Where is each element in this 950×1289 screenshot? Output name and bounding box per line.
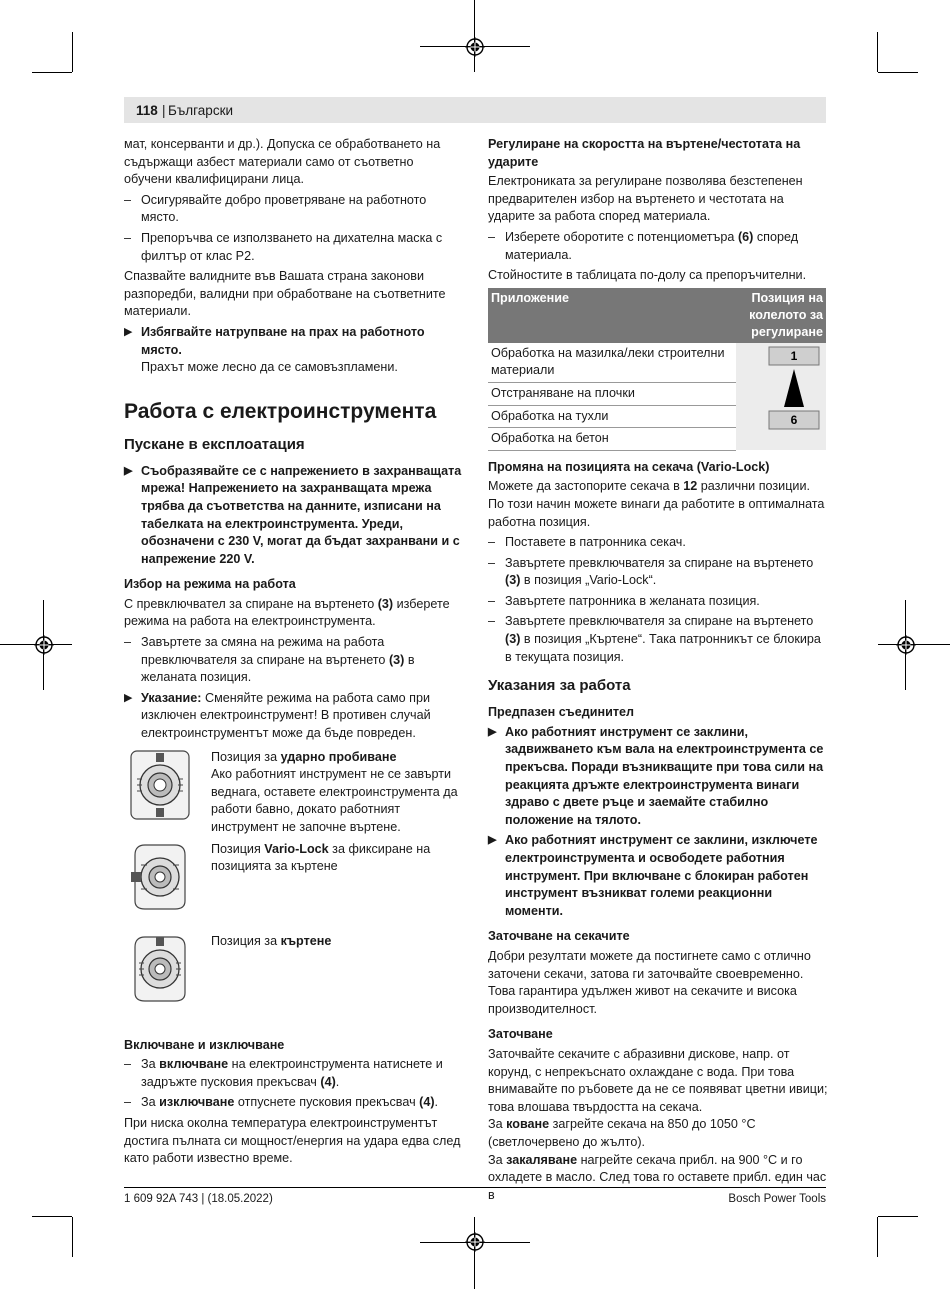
text-span: Позиция — [211, 841, 265, 856]
text-span: в позиция „Къртене“. Така патронникът се блокира в текущата позиция. — [505, 632, 821, 664]
keyword: коване — [506, 1117, 550, 1132]
table-cell: Обработка на мазилка/леки строителни материали — [488, 343, 736, 383]
regulations-paragraph: Спазвайте валидните във Вашата страна законови разпоредби, валидни при обработване на съответните материали. — [124, 269, 446, 319]
ref-number: (3) — [377, 596, 394, 611]
list-item — [488, 229, 828, 264]
topic-heading: Регулиране на скоростта на въртене/честотата на ударите — [488, 137, 801, 169]
section-heading: Работа с електроинструмента — [124, 399, 437, 423]
page-footer — [124, 1187, 826, 1205]
language-label: Български — [168, 103, 234, 118]
mode-name: къртене — [280, 933, 332, 948]
low-temperature-paragraph: При ниска околна температура електроинструментът достига пълната си мощност/енергия на удара едва след като работи известно време. — [124, 1116, 461, 1166]
text-span: За — [488, 1152, 507, 1167]
crop-mark — [878, 1216, 918, 1217]
left-column — [124, 136, 464, 1171]
triangle-bullet-icon: ▶ — [488, 725, 497, 738]
text-span: Поставете в патронника секач. — [505, 535, 686, 550]
list-item — [488, 613, 828, 666]
list-item — [488, 593, 828, 611]
header-separator: | — [162, 103, 166, 118]
warning-bold: Избягвайте натрупване на прах на работното място. — [141, 324, 425, 357]
list-item — [124, 230, 464, 265]
crop-mark — [72, 1217, 73, 1257]
brand-label: Bosch Power Tools — [728, 1193, 826, 1205]
triangle-bullet-icon: ▶ — [124, 691, 133, 704]
ref-number: (3) — [388, 652, 405, 667]
triangle-bullet-icon: ▶ — [124, 325, 133, 338]
warning-bold: Съобразявайте се с напрежението в захранващата мрежа! Напрежението на захранващата мрежа трябва да съответства на данните, изписани на табелката на електроинструмента. Уреди, обозначени с 230 V, могат да бъдат захранвани и с напрежение 220 V. — [141, 463, 462, 566]
list-item — [124, 1094, 464, 1112]
note-label: Указание: — [141, 690, 202, 705]
warning-item — [488, 724, 828, 830]
mode-chiselling — [124, 933, 464, 1029]
text-span: в позиция „Vario-Lock“. — [520, 573, 657, 588]
crop-mark — [474, 1217, 475, 1289]
keyword: включване — [159, 1057, 229, 1072]
vario-lock-mode-icon — [129, 841, 191, 913]
note-item — [124, 690, 464, 743]
mode-description — [211, 933, 466, 951]
warning-bold: Ако работният инструмент се заклини, изключете електроинструмента и освободете работния инструмент. При включване с блокиран работен инструмент възникват големи реакционни моменти. — [505, 833, 818, 918]
ref-number: 12 — [683, 479, 698, 494]
list-item — [124, 192, 464, 227]
mode-description — [211, 749, 466, 837]
crop-mark — [474, 0, 475, 72]
right-column — [488, 136, 828, 1204]
vario-paragraph — [488, 478, 828, 531]
crop-mark — [877, 32, 878, 72]
text-span: За — [141, 1095, 160, 1110]
document-number: 1 609 92A 743 | (18.05.2022) — [124, 1193, 273, 1205]
crop-mark — [72, 32, 73, 72]
text-span: за фиксиране на позицията за къртене — [211, 841, 431, 874]
mode-vario-lock — [124, 841, 464, 933]
mode-name: Vario-Lock — [264, 841, 329, 856]
text-span: според материала. — [505, 229, 799, 262]
mode-name: ударно пробиване — [280, 749, 397, 764]
text-span: С превключвател за спиране на въртенето — [124, 596, 378, 611]
text-span: различни позиции. По този начин можете винаги да работите в оптималната работна позиция. — [488, 479, 825, 529]
table-cell: Обработка на тухли — [488, 405, 736, 428]
topic-heading: Включване и изключване — [124, 1037, 285, 1052]
table-header-row — [488, 288, 826, 343]
text-span: Можете да застопорите секача в — [488, 479, 684, 494]
chisel-mode-icon — [129, 933, 191, 1005]
ref-number: (3) — [505, 573, 521, 588]
hammer-drill-mode-icon — [129, 749, 191, 821]
page-number: 118 — [136, 103, 158, 118]
table-cell: Отстраняване на плочки — [488, 382, 736, 405]
ref-number: (3) — [505, 632, 521, 647]
text-span: Завъртете превключвателя за спиране на въртенето — [505, 614, 814, 629]
ref-number: (4) — [419, 1095, 435, 1110]
keyword: изключване — [159, 1095, 235, 1110]
text-span: За — [141, 1057, 160, 1072]
text-span: Позиция за — [211, 749, 281, 764]
note-text: Сменяйте режима на работа само при изключен електроинструмент! В противен случай електроинструментът може да бъде повреден. — [141, 690, 431, 741]
text-span: загрейте секача на 850 до 1050 °C (светлочервено до жълто). — [488, 1117, 756, 1149]
text-span: За — [488, 1117, 507, 1132]
text-span: Изберете оборотите с потенциометъра — [505, 229, 738, 244]
mode-description — [211, 841, 466, 876]
warning-item — [124, 324, 464, 377]
list-item-text: Осигурявайте добро проветряване на работното място. — [141, 192, 427, 225]
registration-mark-icon — [34, 635, 54, 655]
registration-mark-icon — [896, 635, 916, 655]
mode-hammer-drilling — [124, 749, 464, 841]
crop-mark — [877, 1217, 878, 1257]
speed-wheel-icon — [739, 345, 823, 437]
warning-item — [488, 832, 828, 920]
crop-mark — [878, 72, 918, 73]
list-item — [124, 1056, 464, 1091]
text-span: на електроинструмента натиснете и задръжте пусковия прекъсвач — [141, 1057, 443, 1089]
text-span: Завъртете превключвателя за спиране на въртенето — [505, 555, 814, 570]
topic-heading: Заточване — [488, 1027, 553, 1042]
text-span: . — [434, 1095, 439, 1110]
text-span: Позиция за — [211, 933, 281, 948]
crop-mark — [32, 1216, 72, 1217]
table-intro: Стойностите в таблицата по-долу са препоръчителни. — [488, 268, 807, 283]
text-span: Завъртете за смяна на режима на работа превключвателя за спиране на въртенето — [141, 635, 389, 667]
ref-number: (6) — [737, 229, 754, 244]
text-span: в желаната позиция. — [141, 652, 415, 685]
text-span: изберете режима на работа на електроинструмента. — [124, 596, 450, 629]
warning-text: Прахът може лесно да се самовъзпламени. — [141, 360, 398, 375]
table-cell: Обработка на бетон — [488, 428, 736, 451]
registration-mark-icon — [465, 1232, 485, 1252]
speed-paragraph: Електрониката за регулиране позволява безстепенен предварителен избор на въртенето и честотата на ударите за работа според материала. — [488, 174, 803, 224]
topic-heading: Заточване на секачите — [488, 929, 630, 944]
intro-paragraph: мат, консерванти и др.). Допуска се обработването на съдържащи азбест материали само от съответно обучени квалифицирани лица. — [124, 137, 441, 187]
wheel-min-label: 1 — [790, 348, 798, 363]
keyword: закаляване — [506, 1152, 578, 1167]
list-item-text: Препоръчва се използването на дихателна маска с филтър от клас P2. — [141, 230, 443, 263]
mode-paragraph — [124, 596, 464, 631]
text-span: . — [335, 1074, 340, 1089]
sharpen-paragraph: Добри резултати можете да постигнете само с отлично заточени секачи, затова ги заточвайте своевременно. Това гарантира удължен живот на секачите и висока производителност. — [488, 948, 811, 1016]
forging-paragraph — [488, 1116, 828, 1151]
wheel-max-label: 6 — [790, 412, 798, 427]
triangle-bullet-icon: ▶ — [124, 464, 133, 477]
topic-heading: Промяна на позицията на секача (Vario-Lock) — [488, 459, 770, 474]
table-header-wheel-position: Позиция на колелото за регулиране — [736, 288, 826, 343]
list-item — [488, 555, 828, 590]
table-row — [488, 343, 826, 383]
registration-mark-icon — [465, 37, 485, 57]
text-span: Ако работният инструмент не се завърти веднага, оставете електроинструмента да работи бавно, докато работният инструмент не започне въртене. — [211, 767, 458, 834]
crop-mark — [32, 72, 72, 73]
speed-table — [488, 288, 826, 451]
page-header — [124, 97, 826, 123]
triangle-bullet-icon: ▶ — [488, 834, 497, 847]
list-item — [124, 634, 464, 687]
warning-bold: Ако работният инструмент се заклини, задвижването към вала на електроинструмента се прекъсва. Поради възникващите при това сили на реакцията дръжте електроинструмента винаги здраво с двете ръце и заемайте стабилно положение на тялото. — [505, 724, 824, 827]
wheel-scale — [736, 343, 826, 450]
table-header-application: Приложение — [488, 288, 736, 343]
topic-heading: Предпазен съединител — [488, 705, 634, 720]
text-span: отпуснете пусковия прекъсвач — [234, 1095, 420, 1110]
topic-heading: Избор на режима на работа — [124, 577, 296, 592]
text-span: Завъртете патронника в желаната позиция. — [505, 593, 760, 608]
subsection-heading: Указания за работа — [488, 677, 631, 695]
ref-number: (4) — [320, 1074, 336, 1089]
text-span: нагрейте секача прибл. на 900 °C и го охладете в масло. След това го оставете прибл. един час в — [488, 1152, 827, 1202]
list-item — [488, 534, 828, 552]
subsection-heading: Пускане в експлоатация — [124, 435, 305, 453]
warning-item — [124, 463, 464, 569]
sharpening-paragraph: Заточвайте секачите с абразивни дискове, напр. от корунд, с непрекъснато охлаждане с вода. При това внимавайте по ръбовете да не се появяват цветни ивици; това влошава твърдостта на секача. — [488, 1046, 828, 1114]
